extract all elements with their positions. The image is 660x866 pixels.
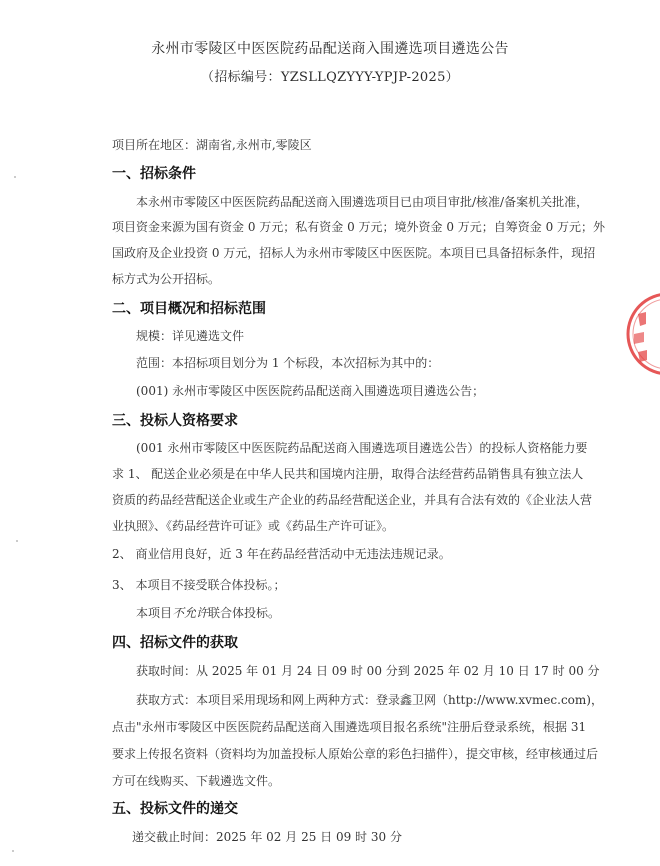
section-2-heading: 二、项目概况和招标范围	[112, 301, 266, 317]
scan-speck	[16, 540, 18, 542]
section-4-line-1: 获取方式：本项目采用现场和网上两种方式：登录鑫卫网（http://www.xvmec.com)，	[136, 693, 603, 707]
project-location: 项目所在地区：湖南省,永州市,零陵区	[112, 138, 312, 152]
section-1-line-2: 项目资金来源为国有资金 0 万元；私有资金 0 万元；境外资金 0 万元；自筹资金 0 万元；外	[112, 220, 606, 234]
section-1-line-3: 国政府及企业投资 0 万元，招标人为永州市零陵区中医医院。本项目已具备招标条件，现招	[112, 246, 596, 260]
section-1-line-4: 标方式为公开招标。	[112, 272, 221, 286]
section-2-scale: 规模：详见遴选文件	[136, 329, 245, 343]
section-4-line-3: 要求上传报名资料（资料均为加盖投标人原始公章的彩色扫描件），提交审核，经审核通过后	[112, 747, 599, 761]
section-3-line-4: 业执照》、《药品经营许可证》或《药品生产许可证》。	[112, 519, 395, 533]
section-4-time: 获取时间：从 2025 年 01 月 24 日 09 时 00 分到 2025 年 02 月 10 日 17 时 00 分	[136, 664, 600, 678]
official-seal-stamp	[616, 284, 660, 384]
document-title: 永州市零陵区中医医院药品配送商入围遴选项目遴选公告	[151, 41, 509, 57]
section-3-consortium-note	[136, 604, 280, 621]
section-3-line-3: 资质的药品经营配送企业或生产企业的药品经营配送企业，并具有合法有效的《企业法人营	[112, 493, 593, 507]
section-3-line-1: (001 永州市零陵区中医医院药品配送商入围遴选项目遴选公告）的投标人资格能力要	[136, 441, 588, 455]
scan-speck	[14, 176, 16, 178]
consortium-suffix: 联合体投标。	[208, 606, 281, 620]
consortium-prefix: 本项目	[136, 606, 173, 620]
section-3-line-2: 求 1、 配送企业必须是在中华人民共和国境内注册，取得合法经营药品销售具有独立法人	[112, 467, 584, 481]
section-2-scope: 范围：本招标项目划分为 1 个标段，本次招标为其中的：	[136, 356, 440, 370]
section-4-line-4: 方可在线购买、下载遴选文件。	[112, 774, 281, 788]
section-5-heading: 五、投标文件的递交	[112, 801, 238, 817]
section-2-lot: (001) 永州市零陵区中医医院药品配送商入围遴选项目遴选公告；	[136, 384, 485, 398]
section-4-line-2: 点击"永州市零陵区中医医院药品配送商入围遴选项目报名系统"注册后登录系统，根据 31	[112, 720, 587, 734]
section-5-deadline: 递交截止时间：2025 年 02 月 25 日 09 时 30 分	[132, 830, 402, 844]
section-1-line-1: 本永州市零陵区中医医院药品配送商入围遴选项目已由项目审批/核准/备案机关批准，	[136, 195, 589, 209]
tender-number: （招标编号：YZSLLQZYYY-YPJP-2025）	[201, 70, 459, 85]
section-3-item-2: 2、 商业信用良好，近 3 年在药品经营活动中无违法违规记录。	[112, 547, 451, 561]
scan-speck	[12, 850, 14, 852]
section-1-heading: 一、招标条件	[112, 166, 196, 182]
section-4-heading: 四、招标文件的获取	[112, 635, 238, 651]
section-3-item-3: 3、 本项目不接受联合体投标。；	[112, 578, 286, 592]
consortium-emphasis: 不允许	[172, 606, 209, 620]
section-3-heading: 三、投标人资格要求	[112, 413, 238, 429]
